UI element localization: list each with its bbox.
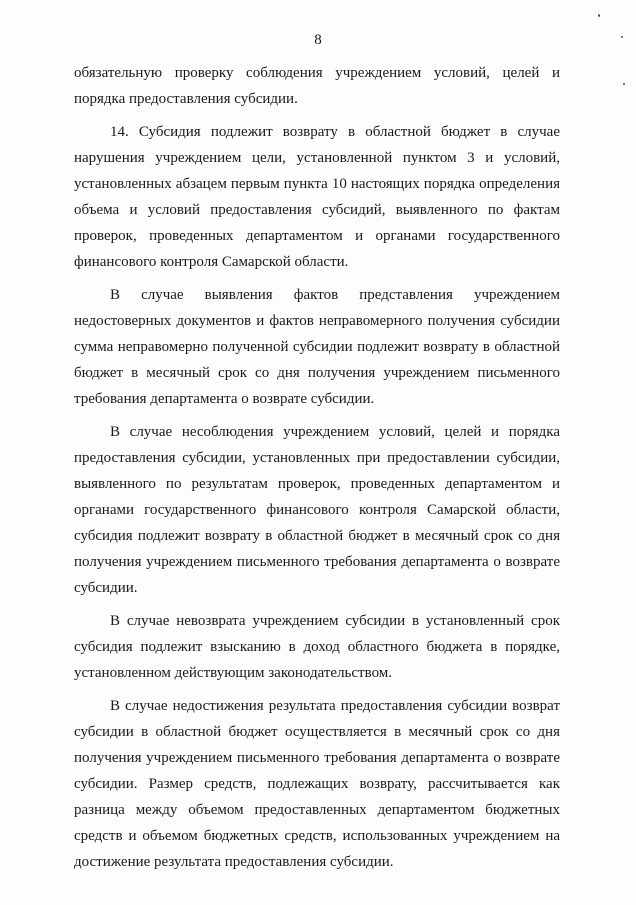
paragraph-noncompliance: В случае несоблюдения учреждением условий, целей и порядка предоставления субсидии, установленных при предоставлении субсидии, выявленного по результатам проверок, проведенных департаментом и органами государственного финансового контроля Самарской области, субсидия подлежит возврату в областной бюджет в месячный срок со дня получения учреждением письменного требования департамента о возврате субсидии. <box>74 424 560 596</box>
document-body <box>74 60 560 882</box>
paragraph-false-documents: В случае выявления фактов представления учреждением недостоверных документов и фактов неправомерного получения субсидии сумма неправомерно полученной субсидии подлежит возврату в областной бюджет в месячный срок со дня получения учреждением письменного требования департамента о возврате субсидии. <box>74 287 560 407</box>
paragraph-nonreturn: В случае невозврата учреждением субсидии в установленный срок субсидия подлежит взысканию в доход областного бюджета в порядке, установленном действующим законодательством. <box>74 613 560 681</box>
paragraph-result-not-achieved: В случае недостижения результата предоставления субсидии возврат субсидии в областной бюджет осуществляется в месячный срок со дня получения учреждением письменного требования департамента о возврате субсидии. Размер средств, подлежащих возврату, рассчитывается как разница между объемом предоставленных департаментом бюджетных средств и объемом бюджетных средств, использованных учреждением на достижение результата предоставления субсидии. <box>74 698 560 870</box>
paragraph-continuation: обязательную проверку соблюдения учреждением условий, целей и порядка предоставления субсидии. <box>74 65 560 107</box>
paragraph-clause-14: 14. Субсидия подлежит возврату в областной бюджет в случае нарушения учреждением цели, установленной пунктом 3 и условий, установленных абзацем первым пункта 10 настоящих порядка определения объема и условий предоставления субсидий, выявленного по фактам проверок, проведенных департаментом и органами государственного финансового контроля Самарской области. <box>74 124 560 270</box>
scan-speck <box>621 36 623 38</box>
scan-speck <box>598 14 600 17</box>
page-number: 8 <box>314 32 322 48</box>
scan-speck <box>623 83 625 85</box>
